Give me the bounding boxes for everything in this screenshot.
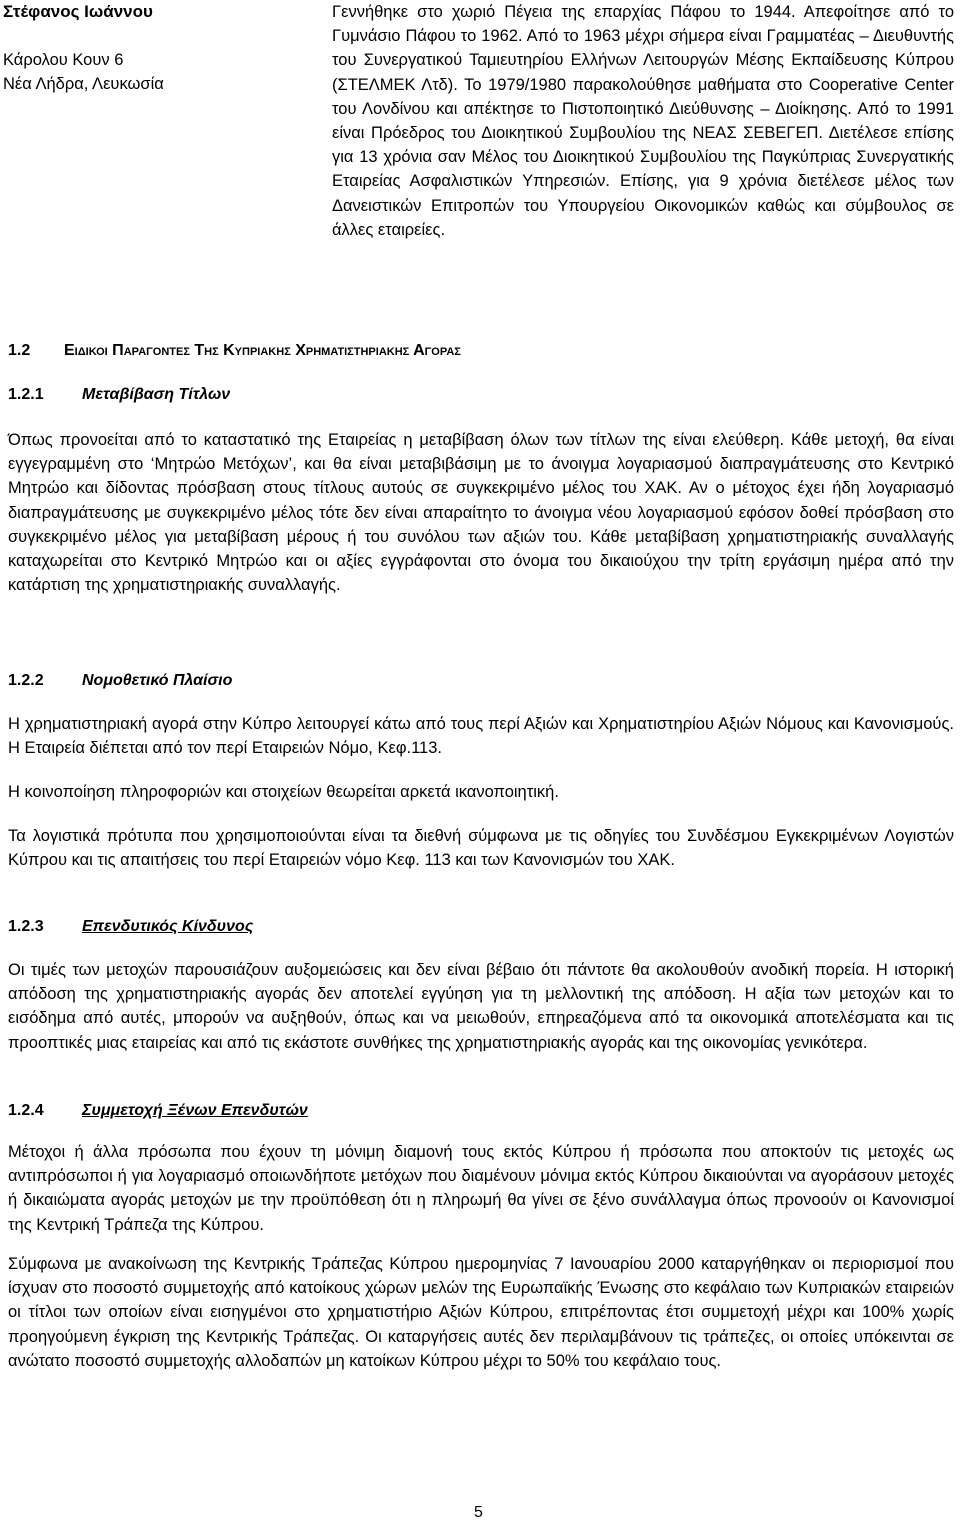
bio-address-line2: Νέα Λήδρα, Λευκωσία (3, 75, 164, 93)
subsection-title: Συμμετοχή Ξένων Επενδυτών (82, 1102, 308, 1119)
bio-name: Στέφανος Ιωάννου (3, 2, 153, 21)
bio-address-line1: Κάρολου Κουν 6 (3, 51, 124, 69)
subsection-title: Μεταβίβαση Τίτλων (82, 386, 231, 403)
subsection-number: 1.2.3 (8, 918, 44, 935)
section-number: 1.2 (8, 342, 31, 359)
section-title: Ειδικοι Παραγοντες Της Κυπριακης Χρηματιστηριακης Αγορας (64, 342, 461, 359)
paragraph: Η χρηματιστηριακή αγορά στην Κύπρο λειτουργεί κάτω από τους περί Αξιών και Χρηματιστηρίου Αξιών Νόμους και Κανονισμούς. Η Εταιρεία διέπεται από τον περί Εταιρειών Νόμο, Κεφ.113. (8, 715, 954, 758)
paragraph: Μέτοχοι ή άλλα πρόσωπα που έχουν τη μόνιμη διαμονή τους εκτός Κύπρου ή πρόσωπα που αποκτούν τις μετοχές ως αντιπρόσωποι ή για λογαριασμό οποιωνδήποτε μετόχων που διαμένουν μόνιμα εκτός Κύπρου δικαιούνται να αγοράσουν μετοχές ή δικαιώματα αγοράς μετοχών με την προϋπόθεση ότι η πληρωμή θα γίνει σε ξένο συνάλλαγμα όπως προνοούν οι Κανονισμοί της Κεντρική Τράπεζα της Κύπρου. (8, 1143, 954, 1234)
subsection-number: 1.2.1 (8, 386, 44, 403)
paragraph: Οι τιμές των μετοχών παρουσιάζουν αυξομειώσεις και δεν είναι βέβαιο ότι πάντοτε θα ακολουθούν ανοδική πορεία. Η ιστορική απόδοση της χρηματιστηριακής αγοράς δεν αποτελεί εγγύηση για τη μελλοντική της απόδοση. Η αξία των μετοχών και το εισόδημα από αυτές, μπορούν να αυξηθούν, όπως και να μειωθούν, επηρεαζόμενα από τα οικονομικά αποτελέσματα και τις προοπτικές μιας εταιρείας και από τις εκάστοτε συνθήκες της χρηματιστηριακής αγοράς και της οικονομίας γενικότερα. (8, 961, 954, 1052)
section-heading (8, 340, 461, 362)
subsection-number: 1.2.2 (8, 672, 44, 689)
bio-text: Γεννήθηκε στο χωριό Πέγεια της επαρχίας Πάφου το 1944. Απεφοίτησε από το Γυμνάσιο Πάφου το 1962. Από το 1963 μέχρι σήμερα είναι Γραμματέας – Διευθυντής του Συνεργατικού Ταμιευτηρίου Ελλήνων Λειτουργών Μέσης Εκπαίδευσης Κύπρου (ΣΤΕΛΜΕΚ Λτδ). Το 1979/1980 παρακολούθησε μαθήματα στο Cooperative Center του Λονδίνου και απέκτησε το Πιστοποιητικό Διεύθυνσης – Διοίκησης. Από το 1991 είναι Πρόεδρος του Διοικητικού Συμβουλίου της ΝΕΑΣ ΣΕΒΕΓΕΠ. Διετέλεσε επίσης για 13 χρόνια σαν Μέλος του Διοικητικού Συμβουλίου της Παγκύπριας Συνεργατικής Εταιρείας Ασφαλιστικών Υπηρεσιών. Επίσης, για 9 χρόνια διετέλεσε μέλος των Δανειστικών Επιτροπών του Υπουργείου Οικονομικών καθώς και σύμβουλος σε άλλες εταιρείες. (332, 3, 954, 239)
subsection-heading (8, 916, 253, 938)
paragraph: Η κοινοποίηση πληροφοριών και στοιχείων θεωρείται αρκετά ικανοποιητική. (8, 783, 559, 801)
paragraph: Όπως προνοείται από το καταστατικό της Εταιρείας η μεταβίβαση όλων των τίτλων της είναι ελεύθερη. Κάθε μετοχή, θα είναι εγγεγραμμένη στο ‘Μητρώο Μετόχων’, και θα είναι μεταβιβάσιμη με το άνοιγμα λογαριασμού διαπραγμάτευσης στο Κεντρικό Μητρώο και δίδοντας πρόσβαση στους τίτλους αυτούς σε συγκεκριμένο μέλος του ΧΑΚ. Αν ο μέτοχος έχει ήδη λογαριασμό διαπραγμάτευσης με συγκεκριμένο μέλος τότε δεν είναι απαραίτητο το άνοιγμα νέου λογαριασμού εφόσον δοθεί πρόσβαση στο συγκεκριμένο μέλος για μεταβίβαση μέρους ή του συνόλου των αξιών του. Κάθε μεταβίβαση χρηματιστηριακής συναλλαγής καταχωρείται στο Κεντρικό Μητρώο και οι αξίες εγγράφονται στο όνομα του δικαιούχου την τρίτη εργάσιμη ημέρα από την κατάρτιση της χρηματιστηριακής συναλλαγής. (8, 431, 954, 595)
subsection-heading (8, 1100, 308, 1122)
page-number: 5 (474, 1504, 483, 1521)
subsection-title: Νομοθετικό Πλαίσιο (82, 672, 233, 689)
subsection-title: Επενδυτικός Κίνδυνος (82, 918, 254, 935)
subsection-heading (8, 384, 230, 406)
paragraph: Σύμφωνα με ανακοίνωση της Κεντρικής Τράπεζας Κύπρου ημερομηνίας 7 Ιανουαρίου 2000 καταργήθηκαν οι περιορισμοί που ίσχυαν στο ποσοστό συμμετοχής από κατοίκους χώρων μελών της Ευρωπαϊκής Ένωσης στο κεφάλαιο των Κυπριακών εταιρειών οι τίτλοι των οποίων είναι εισηγμένοι στο χρηματιστήριο Αξιών Κύπρου, επιτρέποντας έτσι συμμετοχή μέχρι και 100% χωρίς προηγούμενη έγκριση της Κεντρικής Τράπεζας. Οι καταργήσεις αυτές δεν περιλαμβάνουν τις τράπεζες, οι οποίες υπόκεινται σε ανώτατο ποσοστό συμμετοχής αλλοδαπών μη κατοίκων Κύπρου μέχρι το 50% του κεφάλαιο τους. (8, 1255, 954, 1370)
paragraph: Τα λογιστικά πρότυπα που χρησιμοποιούνται είναι τα διεθνή σύμφωνα με τις οδηγίες του Συνδέσμου Εγκεκριμένων Λογιστών Κύπρου και τις απαιτήσεις του περί Εταιρειών νόμο Κεφ. 113 και των Κανονισμών του ΧΑΚ. (8, 827, 954, 870)
subsection-number: 1.2.4 (8, 1102, 44, 1119)
subsection-heading (8, 670, 232, 692)
